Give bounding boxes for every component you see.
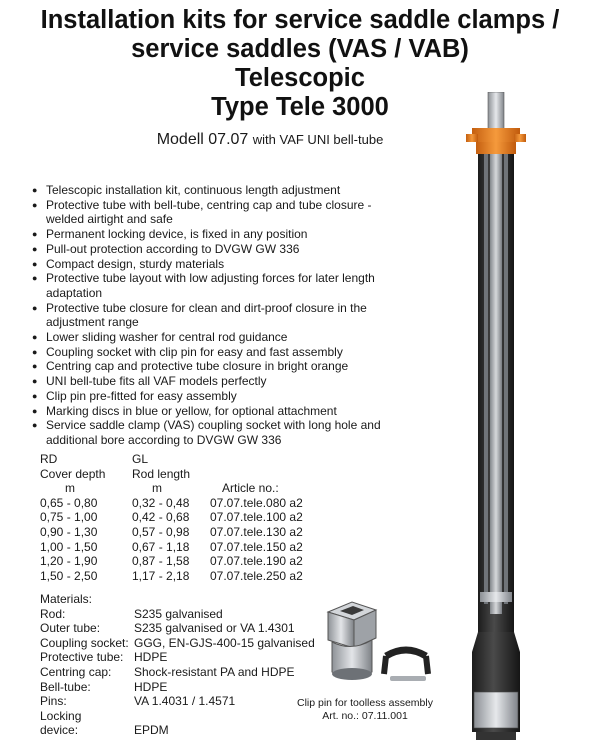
table-cell: 0,90 - 1,30 (40, 524, 98, 539)
telescopic-installation-kit-illustration (450, 92, 542, 742)
feature-item: ● Protective tube layout with low adjusting forces for later length adaptation (32, 271, 412, 300)
table-header-row (40, 481, 332, 496)
material-label: Coupling socket: (40, 635, 129, 650)
material-label: Bell-tube: (40, 679, 91, 694)
table-row (40, 554, 332, 569)
table-cell: 1,17 - 2,18 (132, 568, 190, 583)
material-row (40, 723, 315, 738)
material-label: Rod: (40, 606, 66, 621)
caption-line-2: Art. no.: 07.11.001 (322, 710, 408, 722)
material-value: EPDM (134, 723, 169, 738)
table-header-cell: Rod length (132, 466, 191, 481)
table-row (40, 496, 332, 511)
materials-heading: Materials: (40, 592, 93, 606)
feature-item: ● Clip pin pre-fitted for easy assembly (32, 389, 412, 404)
table-cell: 1,20 - 1,90 (40, 554, 98, 569)
material-row (40, 680, 315, 695)
feature-item: ● Protective tube closure for clean and dirt-proof closure in the adjustment range (32, 301, 412, 330)
table-header-cell (210, 452, 320, 467)
clip-pin-caption (290, 697, 440, 723)
material-label: Protective tube: (40, 650, 124, 665)
table-header-cell: GL (132, 452, 149, 466)
table-cell: 07.07.tele.250 a2 (210, 568, 303, 583)
materials-list (40, 592, 315, 738)
material-label: device: (40, 723, 79, 738)
material-row (40, 709, 315, 724)
table-cell: 0,57 - 0,98 (132, 524, 190, 539)
material-value: VA 1.4031 / 1.4571 (134, 694, 236, 709)
feature-item: ● Marking discs in blue or yellow, for optional attachment (32, 404, 412, 419)
caption-line-1: Clip pin for toolless assembly (297, 697, 433, 709)
table-cell: 07.07.tele.080 a2 (210, 495, 303, 510)
feature-item: ● Service saddle clamp (VAS) coupling socket with long hole and additional bore according to DVGW GW 336 (32, 418, 412, 447)
table-cell: 07.07.tele.190 a2 (210, 554, 303, 569)
material-value: HDPE (134, 679, 168, 694)
table-header-cell: RD (40, 452, 58, 466)
feature-list (32, 183, 412, 448)
table-header-cell: Article no.: (222, 481, 279, 496)
material-row (40, 621, 315, 636)
table-cell: 0,75 - 1,00 (40, 510, 98, 525)
table-cell: 07.07.tele.130 a2 (210, 524, 303, 539)
clip-pin-illustration (310, 598, 440, 690)
table-cell: 0,67 - 1,18 (132, 539, 190, 554)
material-row (40, 607, 315, 622)
table-header-cell: m (152, 481, 162, 496)
feature-item: ● Permanent locking device, is fixed in any position (32, 227, 412, 242)
table-cell: 07.07.tele.150 a2 (210, 539, 303, 554)
material-label: Locking (40, 708, 82, 723)
table-row (40, 510, 332, 525)
table-cell: 0,87 - 1,58 (132, 554, 190, 569)
table-header-cell: m (65, 481, 75, 496)
table-header-row (40, 452, 332, 467)
material-row (40, 636, 315, 651)
feature-item: ● Pull-out protection according to DVGW GW 336 (32, 242, 412, 257)
model-label: Modell 07.07 (156, 131, 249, 148)
article-table (40, 452, 332, 583)
feature-item: ● Compact design, sturdy materials (32, 257, 412, 272)
table-row (40, 540, 332, 555)
table-header-cell (210, 467, 320, 482)
table-cell: 0,42 - 0,68 (132, 510, 190, 525)
material-row (40, 665, 315, 680)
title-line-2: service saddles (VAS / VAB) (131, 35, 469, 63)
title-line-1: Installation kits for service saddle clamps / (40, 6, 560, 34)
table-row (40, 569, 332, 584)
table-row (40, 525, 332, 540)
material-label: Outer tube: (40, 621, 101, 636)
material-value: Shock-resistant PA and HDPE (134, 664, 295, 679)
material-label: Pins: (40, 694, 67, 709)
material-row (40, 650, 315, 665)
model-detail: with VAF UNI bell-tube (252, 132, 384, 147)
material-value: GGG, EN-GJS-400-15 galvanised (134, 635, 315, 650)
table-cell: 0,32 - 0,48 (132, 495, 190, 510)
material-value: S235 galvanised or VA 1.4301 (134, 621, 295, 636)
feature-item: ● Centring cap and protective tube closure in bright orange (32, 359, 412, 374)
feature-item: ● UNI bell-tube fits all VAF models perfectly (32, 374, 412, 389)
table-cell: 1,00 - 1,50 (40, 539, 98, 554)
material-value: HDPE (134, 650, 168, 665)
table-header-cell: Cover depth (40, 466, 106, 481)
title-line-3: Telescopic (235, 64, 365, 92)
table-cell: 0,65 - 0,80 (40, 495, 98, 510)
feature-item: ● Lower sliding washer for central rod guidance (32, 330, 412, 345)
material-value: S235 galvanised (134, 606, 223, 621)
feature-item: ● Telescopic installation kit, continuous length adjustment (32, 183, 412, 198)
feature-item: ● Protective tube with bell-tube, centring cap and tube closure - welded airtight and safe (32, 198, 412, 227)
table-header-row (40, 467, 332, 482)
table-cell: 1,50 - 2,50 (40, 568, 98, 583)
material-label: Centring cap: (40, 664, 112, 679)
feature-item: ● Coupling socket with clip pin for easy and fast assembly (32, 345, 412, 360)
material-row (40, 694, 315, 709)
title-line-4: Type Tele 3000 (211, 93, 389, 121)
table-cell: 07.07.tele.100 a2 (210, 510, 303, 525)
